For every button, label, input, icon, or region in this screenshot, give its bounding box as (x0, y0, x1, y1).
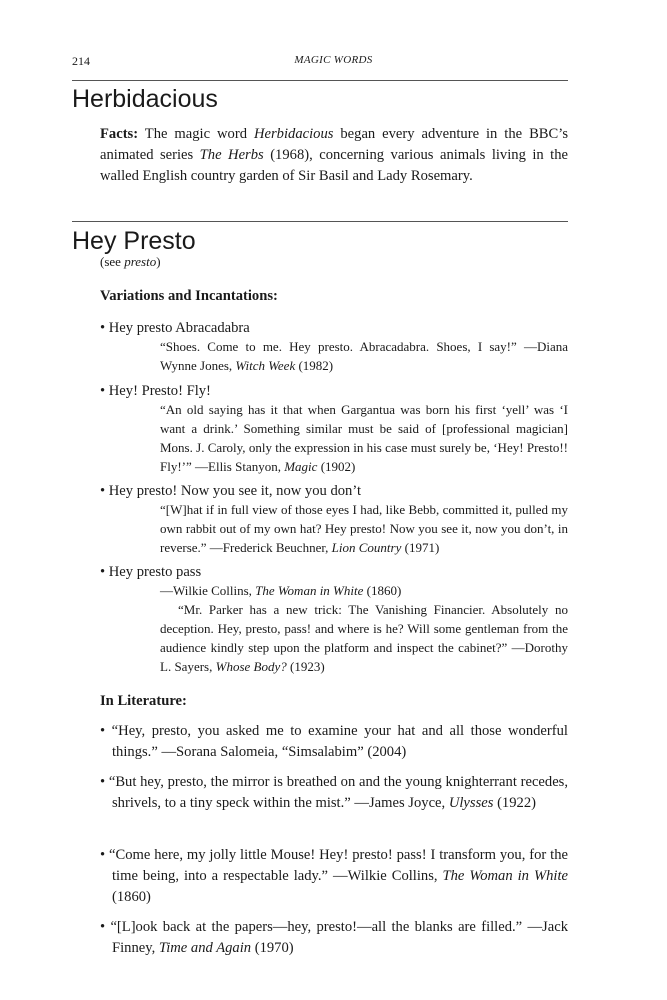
facts-label: Facts: (100, 126, 139, 142)
quote-text: “Mr. Parker has a new trick: The Vanishing Financier. Absolutely no deception. Hey, presto, pass! and where is he? Will some gentleman from the audience kindly step upon the platform and inspect the cabinet?” —Dorothy L. Sayers, (160, 602, 568, 674)
literature-source: The Woman in White (442, 868, 568, 884)
quote-source: Witch Week (235, 358, 296, 373)
see-also (100, 254, 161, 270)
literature-year: (1970) (251, 940, 294, 956)
literature-year: (1860) (112, 889, 151, 905)
literature-year: (1922) (493, 795, 536, 811)
literature-text: • “But hey, presto, the mirror is breathed on and the young knighterrant recedes, shrivels, to a tiny speck within the mist.” —James Joyce, (100, 774, 568, 811)
literature-text: • “[L]ook back at the papers—hey, presto!—all the blanks are filled.” —Jack Finney, (100, 919, 568, 956)
variation-bullet-4: • Hey presto pass (100, 564, 202, 580)
literature-item-2 (100, 772, 568, 814)
quote-source: Lion Country (331, 540, 402, 555)
page-number: 214 (72, 54, 90, 68)
header-rule (72, 80, 568, 81)
literature-text: • “Come here, my jolly little Mouse! Hey! presto! pass! I transform you, for the time being, into a respectable lady.” —Wilkie Collins, (100, 847, 568, 884)
quote-source: Magic (284, 459, 318, 474)
variation-quote-4 (160, 600, 568, 676)
quote-source: Whose Body? (215, 659, 287, 674)
quote-text: —Wilkie Collins, (160, 583, 256, 598)
variation-bullet-3: • Hey presto! Now you see it, now you don’t (100, 483, 362, 499)
entry-rule (72, 221, 568, 222)
facts-text: (1968), concerning various animals living in the walled English country garden of Sir Basil and Lady Rosemary. (100, 147, 569, 184)
see-link: presto (124, 254, 157, 269)
see-text: ) (156, 254, 161, 269)
literature-heading: In Literature: (100, 693, 187, 709)
quote-text: “[W]hat if in full view of those eyes I had, like Bebb, committed it, pulled my own rabbit out of my own hat? Hey presto! Now you see it, now you don’t, in reverse.” —Frederick Beuchner, (160, 502, 568, 555)
quote-text: “Shoes. Come to me. Hey presto. Abracadabra. Shoes, I say!” —Diana Wynne Jones, (160, 339, 568, 373)
entry-title-hey-presto: Hey Presto (72, 227, 196, 255)
facts-text: The magic word (138, 126, 254, 142)
quote-year: (1971) (401, 540, 440, 555)
see-text: (see (100, 254, 125, 269)
facts-paragraph (100, 124, 568, 187)
literature-item-1 (100, 721, 568, 763)
literature-text: • “Hey, presto, you asked me to examine your hat and all those wonderful things.” —Sorana Salomeia, “Simsalabim” (2004) (100, 723, 568, 760)
quote-year: (1923) (286, 659, 325, 674)
quote-year: (1982) (295, 358, 334, 373)
literature-item-4 (100, 917, 568, 959)
quote-year: (1902) (317, 459, 356, 474)
literature-source: Time and Again (158, 940, 252, 956)
variations-heading: Variations and Incantations: (100, 288, 278, 304)
variation-quote-2 (160, 400, 568, 476)
running-title: MAGIC WORDS (294, 54, 373, 66)
facts-word: Herbidacious (253, 126, 334, 142)
variation-bullet-2: • Hey! Presto! Fly! (100, 383, 211, 399)
variation-quote-4-source (160, 581, 568, 600)
variation-bullet-1: • Hey presto Abracadabra (100, 320, 250, 336)
facts-series: The Herbs (199, 147, 264, 163)
literature-source: Ulysses (448, 795, 494, 811)
variation-quote-1 (160, 337, 568, 375)
facts-text: began every adventure in the BBC’s animated series (100, 126, 569, 163)
variation-quote-3 (160, 500, 568, 557)
entry-title-herbidacious: Herbidacious (72, 85, 218, 113)
quote-year: (1860) (363, 583, 402, 598)
quote-source: The Woman in White (255, 583, 364, 598)
quote-text: “An old saying has it that when Gargantua was born his first ‘yell’ was ‘I want a drink.’ Something similar must be said of [professional magician] Mons. J. Caroly, only the expression in his case must surely be, ‘Hey! Presto!! Fly!’” —Ellis Stanyon, (160, 402, 568, 474)
literature-item-3 (100, 845, 568, 908)
